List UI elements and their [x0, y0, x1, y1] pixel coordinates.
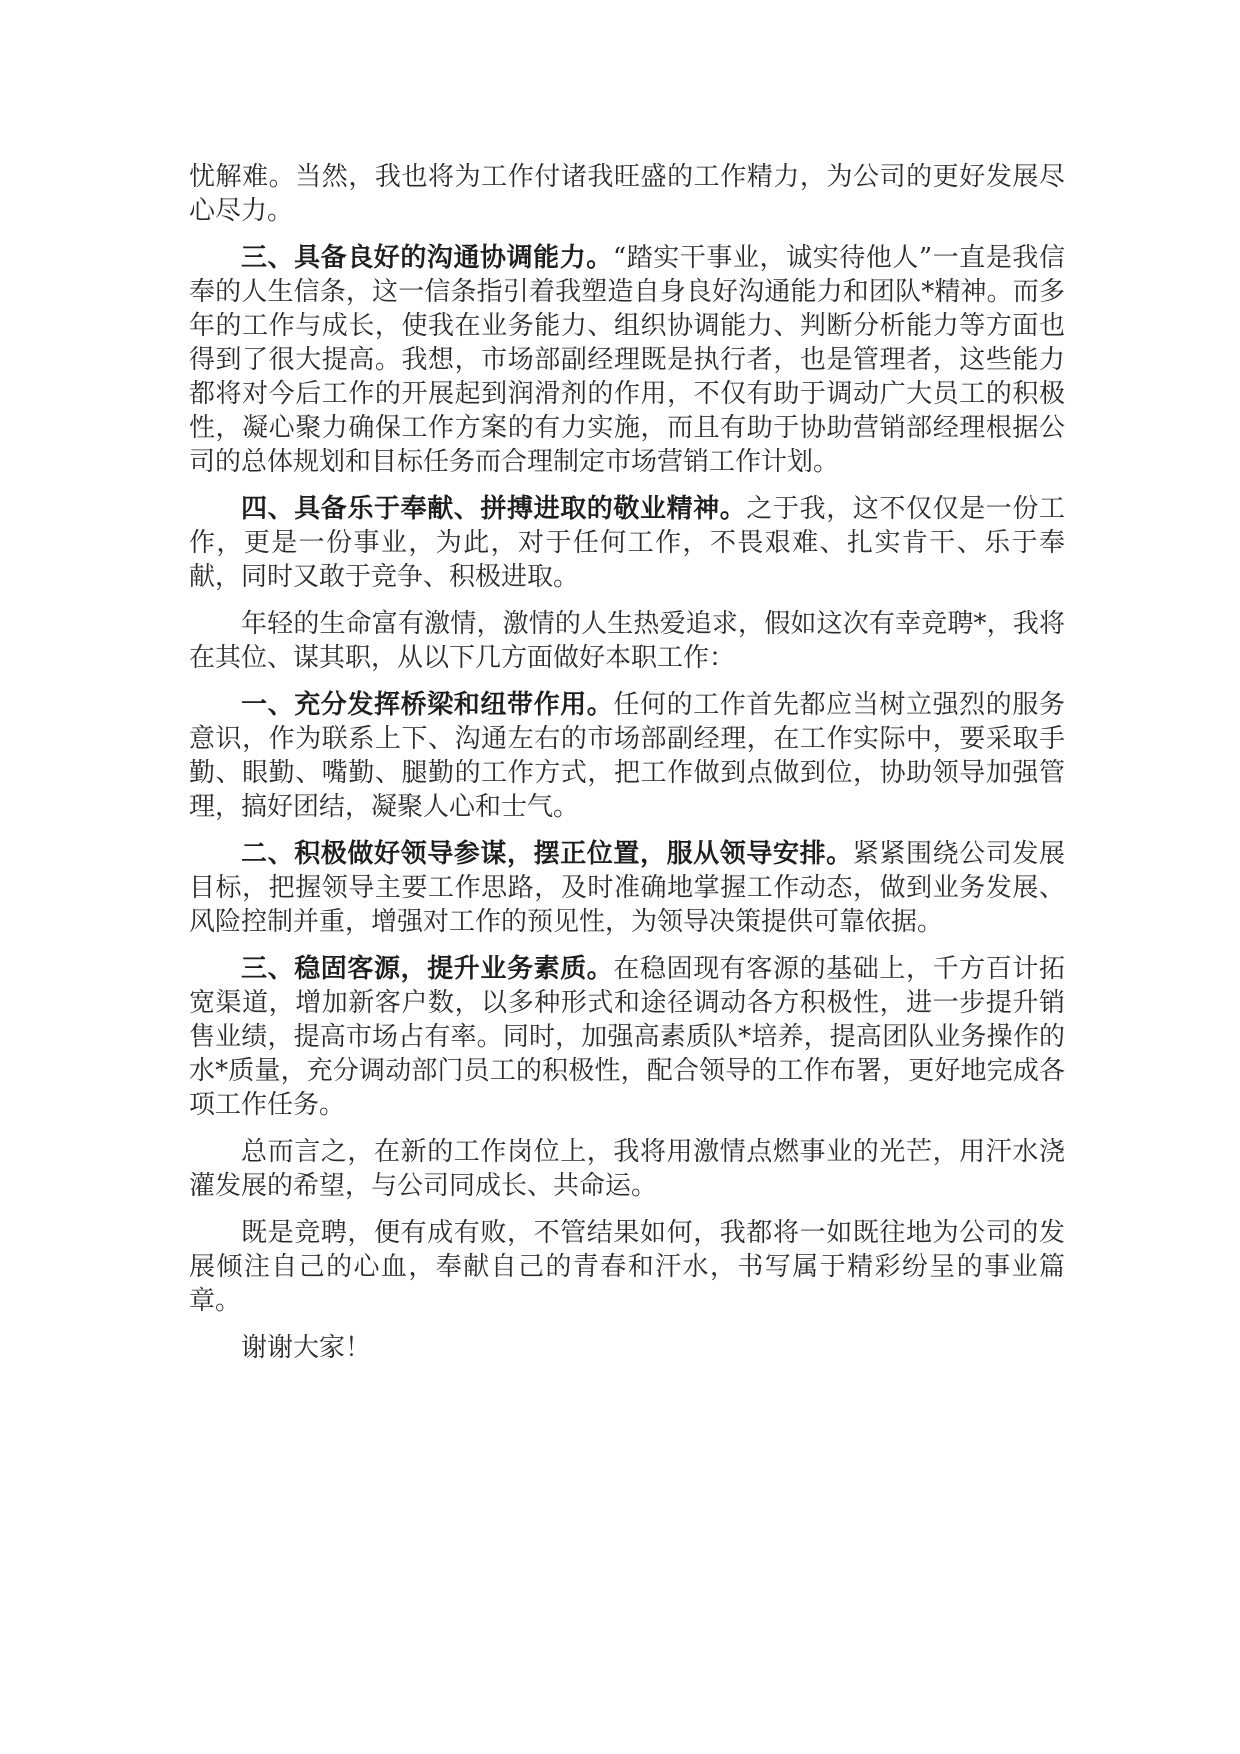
paragraph-text: 紧紧围绕公司发展目标，把握领导主要工作思路，及时准确地掌握工作动态，做到业务发展、风险控制并重，增强对工作的预见性，为领导决策提供可靠依据。 [189, 839, 1065, 937]
paragraph-text: 谢谢大家！ [241, 1333, 372, 1363]
paragraph-intro-plans [189, 607, 1065, 675]
paragraph-text: 既是竞聘，便有成有败，不管结果如何，我都将一如既往地为公司的发展倾注自己的心血，奉献自己的青春和汗水，书写属于精彩纷呈的事业篇章。 [189, 1218, 1065, 1316]
paragraph-continuation [189, 160, 1065, 228]
paragraph-heading: 三、稳固客源，提升业务素质。 [241, 954, 614, 984]
paragraph-bridge-role [189, 688, 1065, 824]
paragraph-text: “踏实干事业，诚实待他人”一直是我信奉的人生信条，这一信条指引着我塑造自身良好沟通能力和团队*精神。而多年的工作与成长，使我在业务能力、组织协调能力、判断分析能力等方面也得到了很大提高。我想，市场部副经理既是执行者，也是管理者，这些能力都将对今后工作的开展起到润滑剂的作用，不仅有助于调动广大员工的积极性，凝心聚力确保工作方案的有力实施，而且有助于协助营销部经理根据公司的总体规划和目标任务而合理制定市场营销工作计划。 [189, 243, 1065, 477]
paragraph-heading: 二、积极做好领导参谋，摆正位置，服从领导安排。 [241, 839, 853, 869]
paragraph-heading: 四、具备乐于奉献、拼搏进取的敬业精神。 [241, 494, 747, 524]
paragraph-heading: 三、具备良好的沟通协调能力。 [241, 243, 613, 273]
paragraph-text: 之于我，这不仅仅是一份工作，更是一份事业，为此，对于任何工作，不畏艰难、扎实肯干、乐于奉献，同时又敢于竞争、积极进取。 [189, 494, 1065, 592]
paragraph-text: 年轻的生命富有激情，激情的人生热爱追求，假如这次有幸竞聘*，我将在其位、谋其职，从以下几方面做好本职工作： [189, 609, 1065, 673]
paragraph-closing [189, 1216, 1065, 1318]
paragraph-text: 忧解难。当然，我也将为工作付诸我旺盛的工作精力，为公司的更好发展尽心尽力。 [189, 162, 1065, 226]
paragraph-communication-ability [189, 241, 1065, 479]
paragraph-text: 任何的工作首先都应当树立强烈的服务意识，作为联系上下、沟通左右的市场部副经理，在工作实际中，要采取手勤、眼勤、嘴勤、腿勤的工作方式，把工作做到点做到位，协助领导加强管理，搞好团结，凝聚人心和士气。 [189, 690, 1065, 822]
document-page [189, 160, 1065, 1378]
paragraph-summary [189, 1135, 1065, 1203]
paragraph-text: 在稳固现有客源的基础上，千方百计拓宽渠道，增加新客户数，以多种形式和途径调动各方积极性，进一步提升销售业绩，提高市场占有率。同时，加强高素质队*培养，提高团队业务操作的水*质量，充分调动部门员工的积极性，配合领导的工作布署，更好地完成各项工作任务。 [189, 954, 1065, 1120]
paragraph-clients-quality [189, 952, 1065, 1122]
paragraph-dedication [189, 492, 1065, 594]
paragraph-text: 总而言之，在新的工作岗位上，我将用激情点燃事业的光芒，用汗水浇灌发展的希望，与公司同成长、共命运。 [189, 1137, 1065, 1201]
paragraph-heading: 一、充分发挥桥梁和纽带作用。 [241, 690, 614, 720]
paragraph-advisor-role [189, 837, 1065, 939]
paragraph-thanks [189, 1331, 1065, 1365]
